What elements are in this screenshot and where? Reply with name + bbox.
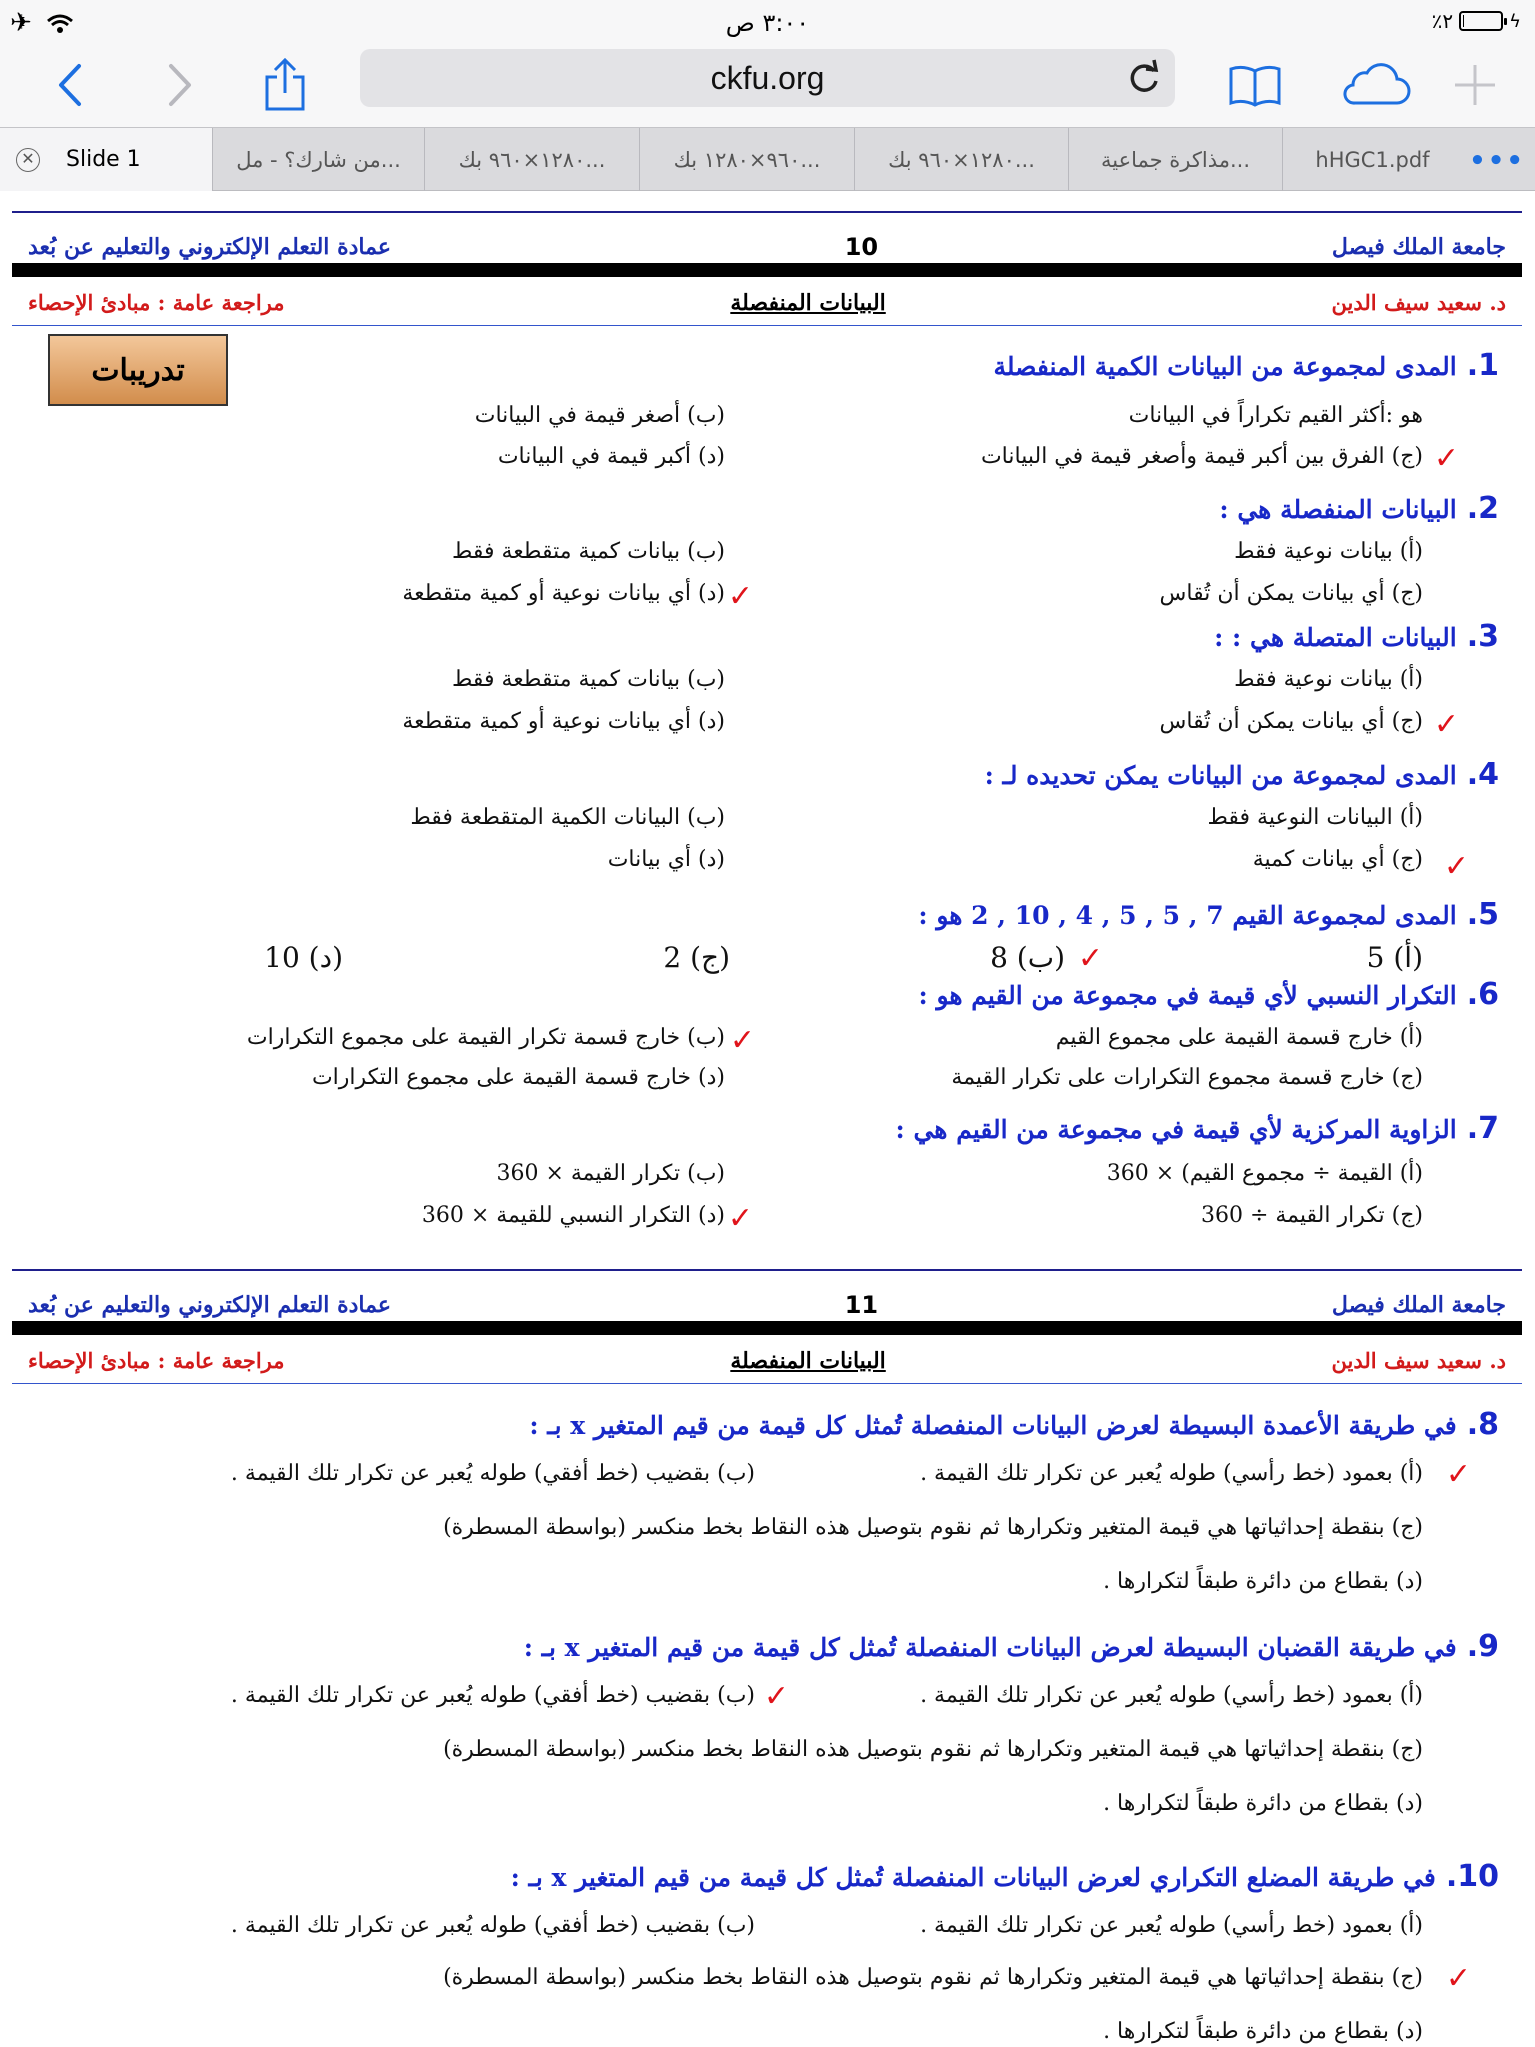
- correct-check-icon: ✓: [1443, 849, 1469, 884]
- add-tab-icon[interactable]: [1445, 55, 1505, 115]
- question-1: 1.المدى لمجموعة من البيانات الكمية المنفصلة: [993, 348, 1499, 383]
- correct-check-icon: ✓: [1445, 1457, 1471, 1492]
- option-b: (ب) تكرار القيمة × 360: [496, 1161, 725, 1186]
- university-name: جامعة الملك فيصل: [1331, 1292, 1506, 1318]
- tab-slide-1[interactable]: [0, 128, 212, 191]
- option-a: (أ) بعمود (خط رأسي) طوله يُعبر عن تكرار تلك القيمة .: [920, 1683, 1423, 1708]
- correct-check-icon: ✓: [727, 579, 753, 614]
- tab-label: Slide 1: [66, 147, 141, 172]
- course-title: مراجعة عامة : مبادئ الإحصاء: [28, 1348, 285, 1373]
- option-b: (ب) أصغر قيمة في البيانات: [474, 403, 725, 428]
- question-10: 10.في طريقة المضلع التكراري لعرض البيانات المنفصلة تُمثل كل قيمة من قيم المتغير x بـ :: [510, 1859, 1499, 1894]
- option-b: (ب) بيانات كمية متقطعة فقط: [451, 667, 725, 692]
- tab-item[interactable]: [424, 128, 639, 191]
- airplane-icon: ✈: [10, 8, 32, 38]
- option-a: (أ) البيانات النوعية فقط: [1207, 805, 1423, 830]
- option-a: هو :أكثر القيم تكراراً في البيانات: [1128, 403, 1423, 428]
- option-c: (ج) أي بيانات يمكن أن تُقاس: [1159, 709, 1423, 734]
- tab-item[interactable]: [854, 128, 1068, 191]
- option-a: (أ) القيمة ÷ مجموع القيم) × 360: [1106, 1161, 1423, 1186]
- more-tabs-icon[interactable]: •••: [1469, 146, 1525, 176]
- page-number: 10: [844, 233, 879, 261]
- tab-label: ١٢٨٠×٩٦٠ بك...: [458, 147, 606, 172]
- option-c: (ج) أي بيانات كمية: [1252, 847, 1423, 872]
- option-b: (ب) البيانات الكمية المتقطعة فقط: [410, 805, 725, 830]
- option-c: (ج) بنقطة إحداثياتها هي قيمة المتغير وتكرارها ثم نقوم بتوصيل هذه النقاط بخط منكسر (بواسطة المسطرة): [443, 1515, 1423, 1540]
- tab-item[interactable]: [212, 128, 424, 191]
- option-b: (ب) بيانات كمية متقطعة فقط: [451, 539, 725, 564]
- question-8: 8.في طريقة الأعمدة البسيطة لعرض البيانات المنفصلة تُمثل كل قيمة من قيم المتغير x بـ :: [529, 1407, 1499, 1442]
- option-d: (د) التكرار النسبي للقيمة × 360: [421, 1203, 725, 1228]
- option-b: (ب) بقضيب (خط أفقي) طوله يُعبر عن تكرار تلك القيمة .: [230, 1913, 755, 1938]
- option-a: (أ) بعمود (خط رأسي) طوله يُعبر عن تكرار تلك القيمة .: [920, 1461, 1423, 1486]
- page-separator: [12, 263, 1522, 277]
- option-c: (ج) خارج قسمة مجموع التكرارات على تكرار القيمة: [951, 1065, 1423, 1090]
- question-6: 6.التكرار النسبي لأي قيمة في مجموعة من القيم هو :: [918, 977, 1499, 1012]
- option-b: (ب) بقضيب (خط أفقي) طوله يُعبر عن تكرار تلك القيمة .: [230, 1683, 755, 1708]
- correct-check-icon: ✓: [1077, 941, 1103, 976]
- share-icon[interactable]: [255, 55, 315, 115]
- deanship-name: عمادة التعلم الإلكتروني والتعليم عن بُعد: [28, 1292, 391, 1318]
- question-5: 5.المدى لمجموعة القيم 7 , 5 , 5 , 4 , 10 , 2 هو :: [918, 897, 1499, 932]
- tab-label: ٩٦٠×١٢٨٠ بك...: [673, 147, 821, 172]
- option-a: (أ) خارج قسمة القيمة على مجموع القيم: [1055, 1025, 1423, 1050]
- option-d: (د) أي بيانات نوعية أو كمية متقطعة: [402, 709, 725, 734]
- author-name: د. سعيد سيف الدين: [1331, 1348, 1506, 1373]
- correct-check-icon: ✓: [727, 1201, 753, 1236]
- bookmarks-icon[interactable]: [1225, 55, 1285, 115]
- option-d: (د) أي بيانات: [607, 847, 725, 872]
- option-b: (ب) خارج قسمة تكرار القيمة على مجموع التكرارات: [246, 1025, 725, 1050]
- question-3: 3.البيانات المتصلة هي : :: [1214, 619, 1499, 654]
- option-a: (أ) 5: [1366, 941, 1423, 974]
- tab-label: hHGC1.pdf: [1315, 147, 1430, 172]
- correct-check-icon: ✓: [1433, 441, 1459, 476]
- tab-item[interactable]: [639, 128, 854, 191]
- tab-item[interactable]: [1282, 128, 1462, 191]
- forward-icon[interactable]: [150, 55, 210, 115]
- option-c: (ج) بنقطة إحداثياتها هي قيمة المتغير وتكرارها ثم نقوم بتوصيل هذه النقاط بخط منكسر (بواسطة المسطرة): [443, 1965, 1423, 1990]
- pdf-page-view[interactable]: [0, 191, 1535, 2047]
- exercises-label: تدريبات: [48, 334, 228, 406]
- page-header: [12, 1338, 1522, 1384]
- cloud-icon[interactable]: [1335, 55, 1415, 115]
- navigation-bar: [0, 45, 1535, 127]
- option-d: (د) بقطاع من دائرة طبقاً لتكرارها .: [1103, 2019, 1423, 2044]
- status-time: ٣:٠٠ ص: [725, 9, 810, 37]
- option-c: (ج) 2: [663, 941, 730, 974]
- option-c: (ج) تكرار القيمة ÷ 360: [1200, 1203, 1423, 1228]
- topic-title: البيانات المنفصلة: [730, 1347, 886, 1374]
- option-b: (ب) 8: [990, 941, 1065, 974]
- charging-icon: ϟ: [1509, 10, 1521, 32]
- status-bar: [0, 0, 1535, 45]
- page-number: 11: [844, 1291, 879, 1319]
- question-4: 4.المدى لمجموعة من البيانات يمكن تحديده لـ :: [984, 757, 1499, 792]
- close-tab-icon[interactable]: ✕: [16, 148, 40, 172]
- option-d: (د) خارج قسمة القيمة على مجموع التكرارات: [311, 1065, 725, 1090]
- page-header: [12, 280, 1522, 326]
- correct-check-icon: ✓: [763, 1679, 789, 1714]
- correct-check-icon: ✓: [1433, 707, 1459, 742]
- question-7: 7.الزاوية المركزية لأي قيمة في مجموعة من القيم هي :: [895, 1111, 1499, 1146]
- page-separator: [12, 1321, 1522, 1335]
- option-d: (د) 10: [264, 941, 343, 974]
- tab-bar: [0, 127, 1535, 191]
- university-name: جامعة الملك فيصل: [1331, 234, 1506, 260]
- question-9: 9.في طريقة القضبان البسيطة لعرض البيانات المنفصلة تُمثل كل قيمة من قيم المتغير x بـ :: [523, 1629, 1499, 1664]
- back-icon[interactable]: [40, 55, 100, 115]
- option-d: (د) أي بيانات نوعية أو كمية متقطعة: [402, 581, 725, 606]
- option-c: (ج) أي بيانات يمكن أن تُقاس: [1159, 581, 1423, 606]
- topic-title: البيانات المنفصلة: [730, 289, 886, 316]
- option-a: (أ) بيانات نوعية فقط: [1234, 539, 1423, 564]
- deanship-name: عمادة التعلم الإلكتروني والتعليم عن بُعد: [28, 234, 391, 260]
- status-right: [1432, 9, 1521, 33]
- option-d: (د) بقطاع من دائرة طبقاً لتكرارها .: [1103, 1569, 1423, 1594]
- option-d: (د) أكبر قيمة في البيانات: [497, 444, 725, 469]
- correct-check-icon: ✓: [1445, 1961, 1471, 1996]
- tab-label: ١٢٨٠×٩٦٠ بك...: [888, 147, 1035, 172]
- question-2: 2.البيانات المنفصلة هي :: [1219, 491, 1499, 526]
- tab-item[interactable]: [1068, 128, 1282, 191]
- option-a: (أ) بعمود (خط رأسي) طوله يُعبر عن تكرار تلك القيمة .: [920, 1913, 1423, 1938]
- option-d: (د) بقطاع من دائرة طبقاً لتكرارها .: [1103, 1791, 1423, 1816]
- option-b: (ب) بقضيب (خط أفقي) طوله يُعبر عن تكرار تلك القيمة .: [230, 1461, 755, 1486]
- option-c: (ج) بنقطة إحداثياتها هي قيمة المتغير وتكرارها ثم نقوم بتوصيل هذه النقاط بخط منكسر (بواسطة المسطرة): [443, 1737, 1423, 1762]
- battery-icon: [1459, 11, 1503, 31]
- battery-percent: ٪٢: [1431, 9, 1454, 33]
- correct-check-icon: ✓: [729, 1023, 755, 1058]
- url-field[interactable]: [360, 49, 1175, 107]
- reload-icon[interactable]: [1127, 59, 1161, 103]
- tab-label: من شارك؟ - مل...: [236, 147, 401, 172]
- battery-fill: [1463, 15, 1464, 27]
- option-a: (أ) بيانات نوعية فقط: [1234, 667, 1423, 692]
- author-name: د. سعيد سيف الدين: [1331, 290, 1506, 315]
- url-text: ckfu.org: [710, 59, 825, 96]
- tab-label: مذاكرة جماعية...: [1100, 147, 1251, 172]
- option-c: (ج) الفرق بين أكبر قيمة وأصغر قيمة في البيانات: [980, 444, 1423, 469]
- course-title: مراجعة عامة : مبادئ الإحصاء: [28, 290, 285, 315]
